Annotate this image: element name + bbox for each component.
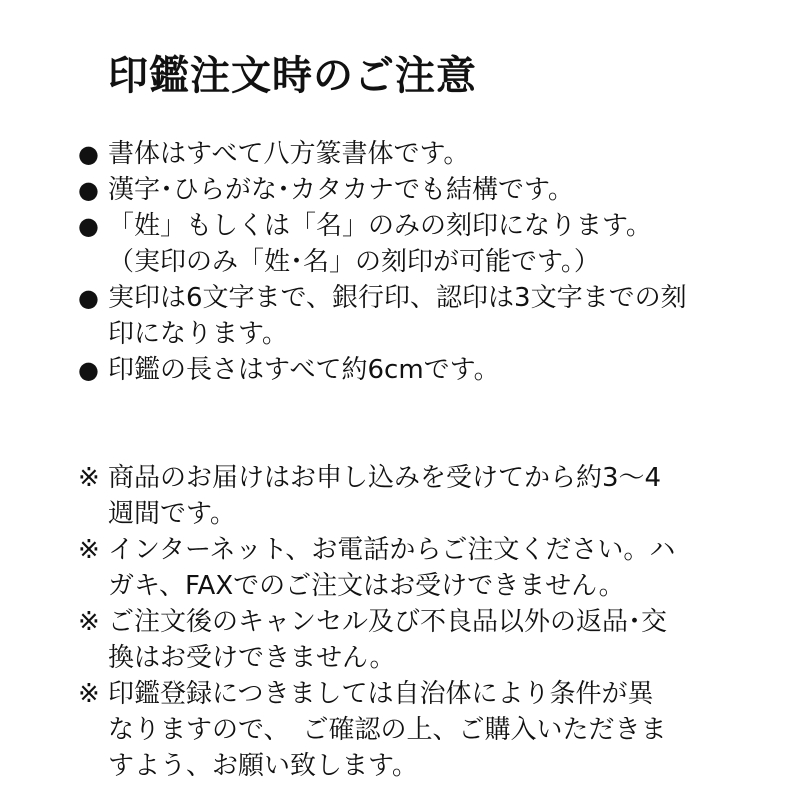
text-line: 換はお受けできません。 xyxy=(108,643,396,673)
text-line: なりますので、 ご確認の上、ご購入いただきま xyxy=(108,715,667,745)
text-line: 週間です。 xyxy=(108,499,236,529)
note-mark-icon: ※ xyxy=(78,463,100,493)
note-text xyxy=(108,532,738,604)
note-mark-icon: ※ xyxy=(78,535,100,565)
text-line: 印になります。 xyxy=(108,319,288,349)
text-line: 商品のお届けはお申し込みを受けてから約3～4 xyxy=(108,463,662,493)
bullet-icon: ● xyxy=(78,284,99,312)
bullet-text xyxy=(108,172,738,208)
bullet-icon: ● xyxy=(78,212,99,240)
bullet-text xyxy=(108,352,738,388)
section-gap xyxy=(78,388,738,424)
text-line: （実印のみ「姓･名」の刻印が可能です。） xyxy=(108,247,600,277)
bullet-item-scripts xyxy=(78,172,738,208)
text-line: 実印は6文字まで、銀行印、認印は3文字までの刻 xyxy=(108,283,687,313)
text-line: 「姓」もしくは「名」のみの刻印になります。 xyxy=(108,211,652,241)
text-line: 漢字･ひらがな･カタカナでも結構です。 xyxy=(108,175,574,205)
section-gap xyxy=(78,424,738,460)
bullet-text xyxy=(108,244,738,280)
bullet-icon: ● xyxy=(78,356,99,384)
text-line: ご注文後のキャンセル及び不良品以外の返品･交 xyxy=(108,607,668,637)
text-line: 印鑑の長さはすべて約6cmです。 xyxy=(108,355,500,385)
note-item-delivery xyxy=(78,460,738,532)
bullet-item-char-limit xyxy=(78,280,738,352)
bullet-text xyxy=(108,136,738,172)
text-line: すよう、お願い致します。 xyxy=(108,751,418,781)
bullet-item-note-full-name xyxy=(78,244,738,280)
text-line: ガキ、FAXでのご注文はお受けできません。 xyxy=(108,571,625,601)
text-line: インターネット、お電話からご注文ください。ハ xyxy=(108,535,676,565)
note-text xyxy=(108,604,738,676)
text-line: 印鑑登録につきましては自治体により条件が異 xyxy=(108,679,654,709)
bullet-text xyxy=(108,208,738,244)
bullet-item-name-engraving xyxy=(78,208,738,244)
bullet-text xyxy=(108,280,738,352)
notice-list xyxy=(78,136,738,784)
note-text xyxy=(108,676,738,784)
note-item-registration xyxy=(78,676,738,784)
indent-spacer xyxy=(78,244,108,280)
page-title: 印鑑注文時のご注意 xyxy=(108,53,477,99)
note-item-returns xyxy=(78,604,738,676)
bullet-item-typeface xyxy=(78,136,738,172)
bullet-item-length xyxy=(78,352,738,388)
note-mark-icon: ※ xyxy=(78,607,100,637)
note-mark-icon: ※ xyxy=(78,679,100,709)
bullet-icon: ● xyxy=(78,140,99,168)
bullet-icon: ● xyxy=(78,176,99,204)
note-item-ordering xyxy=(78,532,738,604)
note-text xyxy=(108,460,738,532)
text-line: 書体はすべて八方篆書体です。 xyxy=(108,139,470,169)
